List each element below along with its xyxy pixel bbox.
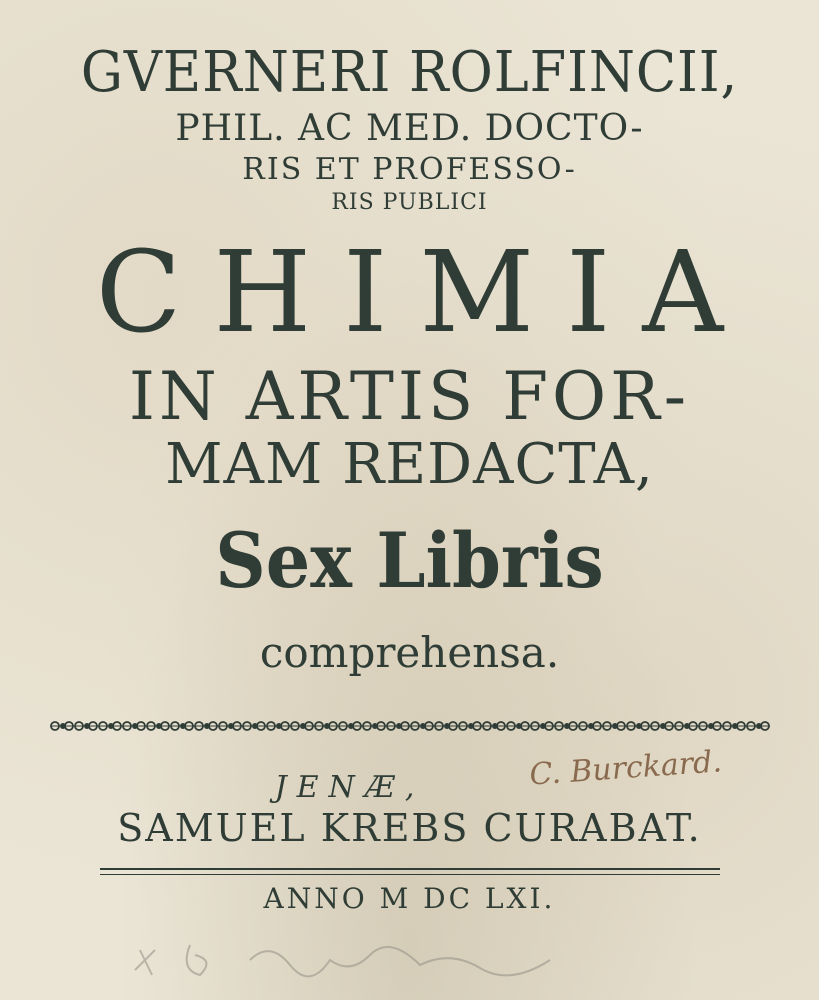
- subtitle-2: comprehensa.: [259, 628, 560, 677]
- year-line: ANNO M DC LXI.: [263, 882, 556, 915]
- printer-line: SAMUEL KREBS CURABAT.: [117, 806, 702, 850]
- handwritten-signature: C. Burckard.: [528, 744, 723, 793]
- faint-handwriting-mark: [130, 930, 570, 990]
- title-line-2: IN ARTIS FOR-: [128, 358, 691, 435]
- horizontal-rule: [100, 868, 720, 875]
- title-line-3: MAM REDACTA,: [165, 432, 654, 497]
- ornamental-border: [50, 718, 770, 734]
- place-line: JENÆ,: [274, 770, 425, 805]
- degree-line-2: RIS ET PROFESSO-: [242, 152, 577, 187]
- main-title: CHIMIA: [95, 228, 756, 358]
- degree-line-1: PHIL. AC MED. DOCTO-: [175, 108, 644, 149]
- author-line: GVERNERI ROLFINCII,: [80, 40, 739, 105]
- degree-line-3: RIS PUBLICI: [331, 190, 488, 215]
- subtitle: Sex Libris: [215, 516, 604, 605]
